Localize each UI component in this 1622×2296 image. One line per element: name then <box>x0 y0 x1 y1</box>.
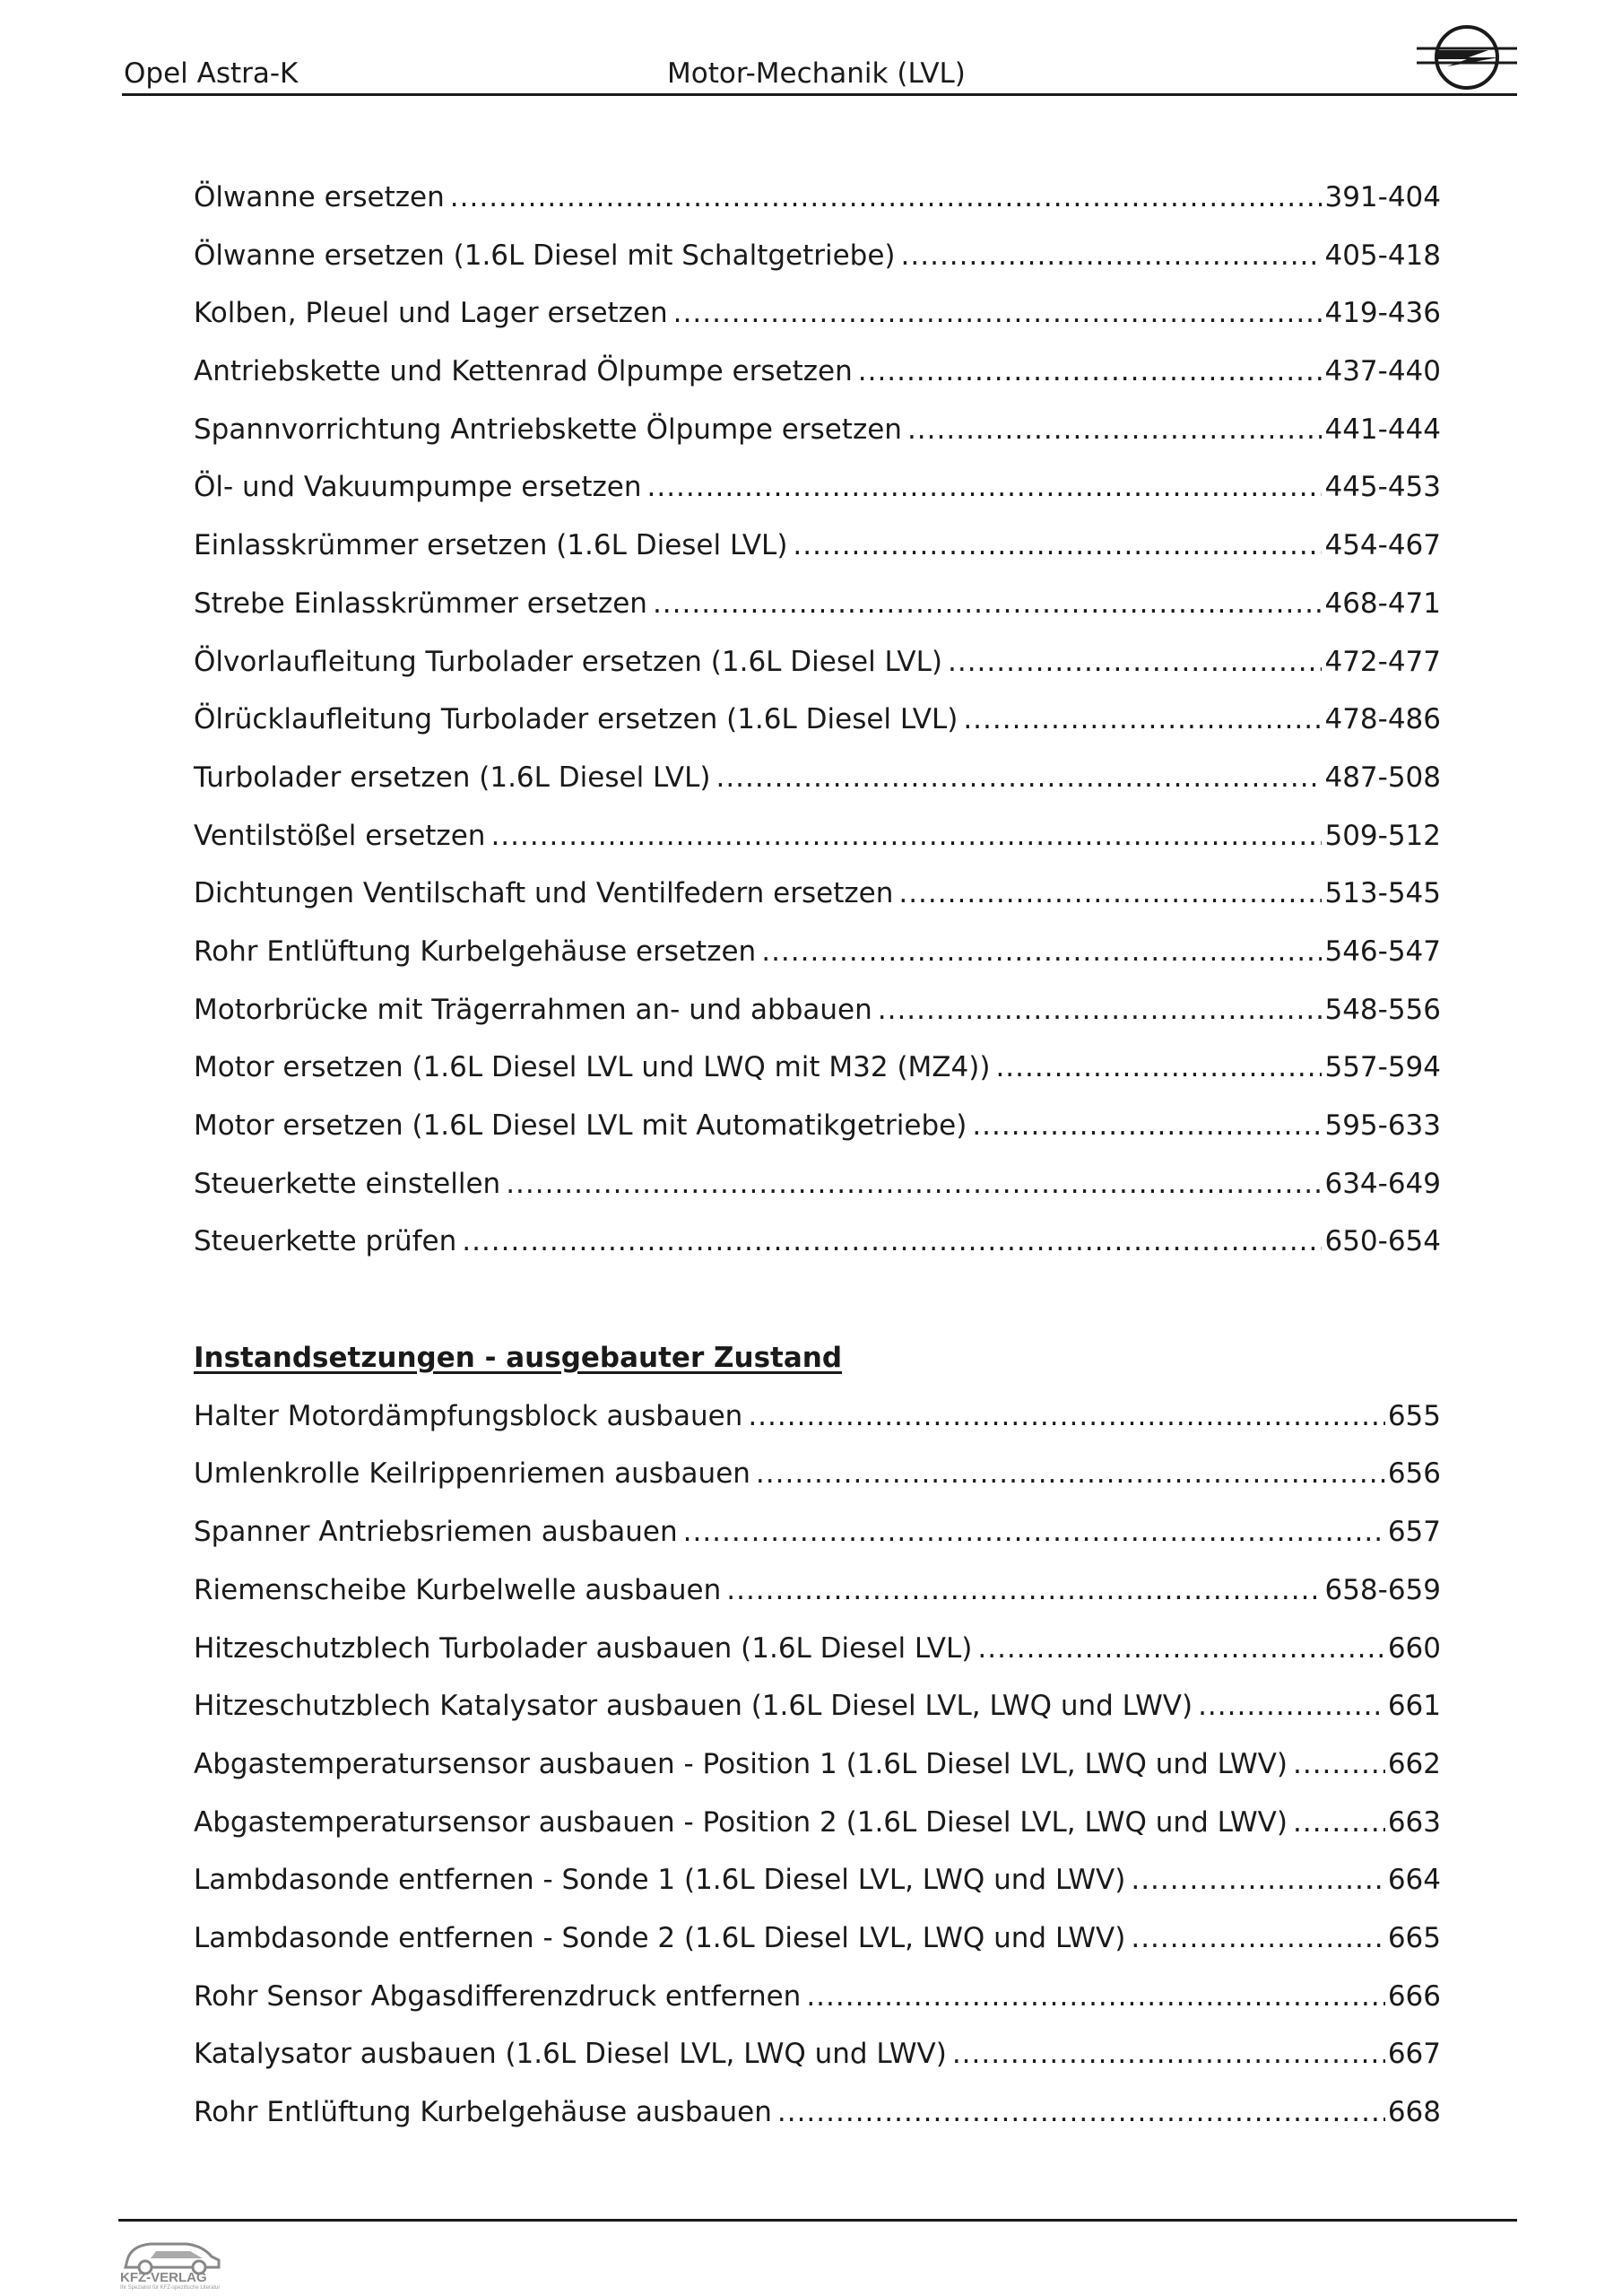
dot-leader <box>1198 1690 1385 1722</box>
publisher-tagline: Ihr Spezialist für KFZ-spezifische Literatur <box>120 2285 221 2291</box>
toc-entry <box>194 2038 1441 2096</box>
toc-entry-label: Umlenkrolle Keilrippenriemen ausbauen <box>194 1457 750 1491</box>
toc-entry-label: Ventilstößel ersetzen <box>194 819 486 852</box>
toc-entry-label: Antriebskette und Kettenrad Ölpumpe ersetzen <box>194 355 853 388</box>
dot-leader <box>806 1980 1385 2013</box>
toc-entry-pages: 655 <box>1387 1399 1441 1432</box>
toc-entry-pages: 478-486 <box>1324 703 1441 736</box>
toc-entry-label: Katalysator ausbauen (1.6L Diesel LVL, LWQ und LWV) <box>194 2038 947 2071</box>
toc-entry-pages: 650-654 <box>1324 1225 1441 1258</box>
toc-entry-pages: 663 <box>1387 1805 1441 1839</box>
dot-leader <box>901 239 1323 272</box>
dot-leader <box>646 471 1322 503</box>
dot-leader <box>490 820 1322 852</box>
toc-entry <box>194 761 1441 820</box>
dot-leader <box>716 761 1322 794</box>
toc-entry-pages: 437-440 <box>1324 355 1441 388</box>
toc-entry <box>194 935 1441 994</box>
toc-entry-label: Hitzeschutzblech Katalysator ausbauen (1.6L Diesel LVL, LWQ und LWV) <box>194 1690 1193 1723</box>
toc-entry-pages: 513-545 <box>1324 877 1441 910</box>
dot-leader <box>761 935 1322 968</box>
toc-entry-label: Hitzeschutzblech Turbolader ausbauen (1.6L Diesel LVL) <box>194 1631 973 1665</box>
publisher-logo-text: KFZ-VERLAG <box>120 2270 207 2285</box>
dot-leader <box>878 994 1323 1026</box>
toc-entry-pages: 419-436 <box>1324 297 1441 330</box>
toc-entry <box>194 1516 1441 1574</box>
toc-entry-pages: 472-477 <box>1324 645 1441 678</box>
toc-entry <box>194 471 1441 529</box>
dot-leader <box>963 703 1322 735</box>
footer-rule <box>118 2219 1517 2222</box>
toc-entry-label: Abgastemperatursensor ausbauen - Position 1 (1.6L Diesel LVL, LWQ und LWV) <box>194 1747 1288 1780</box>
dot-leader <box>1293 1748 1385 1780</box>
table-of-contents <box>194 181 1441 2154</box>
toc-entry-pages: 548-556 <box>1324 993 1441 1026</box>
toc-entry-label: Motor ersetzen (1.6L Diesel LVL und LWQ mit M32 (MZ4)) <box>194 1051 991 1084</box>
dot-leader <box>1131 1922 1384 1954</box>
dot-leader <box>995 1051 1322 1083</box>
toc-entry <box>194 703 1441 761</box>
toc-entry-pages: 487-508 <box>1324 761 1441 794</box>
toc-list-b <box>194 1400 1441 2154</box>
toc-entry-label: Rohr Entlüftung Kurbelgehäuse ersetzen <box>194 935 757 968</box>
dot-leader <box>1293 1806 1385 1839</box>
header-title: Motor-Mechanik (LVL) <box>667 57 966 90</box>
toc-entry <box>194 413 1441 472</box>
toc-entry-pages: 660 <box>1387 1631 1441 1665</box>
toc-entry-pages: 657 <box>1387 1516 1441 1549</box>
toc-entry-pages: 595-633 <box>1324 1109 1441 1142</box>
dot-leader <box>948 646 1322 678</box>
toc-entry <box>194 355 1441 413</box>
toc-entry-pages: 658-659 <box>1324 1573 1441 1606</box>
toc-entry <box>194 1168 1441 1226</box>
toc-entry-pages: 468-471 <box>1324 587 1441 620</box>
toc-entry-label: Turbolader ersetzen (1.6L Diesel LVL) <box>194 761 711 794</box>
opel-blitz-logo-icon <box>1415 22 1519 93</box>
dot-leader <box>793 529 1322 561</box>
header-rule <box>122 93 1517 96</box>
toc-entry-label: Kolben, Pleuel und Lager ersetzen <box>194 297 668 330</box>
toc-entry <box>194 529 1441 587</box>
toc-entry <box>194 587 1441 646</box>
toc-entry-label: Abgastemperatursensor ausbauen - Position 2 (1.6L Diesel LVL, LWQ und LWV) <box>194 1805 1288 1839</box>
dot-leader <box>683 1516 1385 1548</box>
toc-entry <box>194 1400 1441 1458</box>
toc-entry <box>194 1632 1441 1691</box>
toc-entry-pages: 667 <box>1387 2038 1441 2071</box>
toc-entry <box>194 1806 1441 1865</box>
dot-leader <box>726 1574 1322 1606</box>
toc-entry-pages: 665 <box>1387 1921 1441 1954</box>
dot-leader <box>756 1457 1385 1490</box>
toc-entry-pages: 666 <box>1387 1979 1441 2013</box>
page-footer <box>118 2215 1517 2296</box>
toc-entry-pages: 454-467 <box>1324 529 1441 562</box>
toc-entry <box>194 646 1441 704</box>
toc-entry-label: Spannvorrichtung Antriebskette Ölpumpe ersetzen <box>194 413 902 446</box>
toc-entry-label: Motorbrücke mit Trägerrahmen an- und abbauen <box>194 993 872 1026</box>
toc-entry-label: Ölwanne ersetzen (1.6L Diesel mit Schaltgetriebe) <box>194 239 896 272</box>
toc-entry-label: Rohr Sensor Abgasdifferenzdruck entfernen <box>194 1979 802 2013</box>
header-brand: Opel Astra-K <box>124 57 299 90</box>
toc-entry-pages: 557-594 <box>1324 1051 1441 1084</box>
toc-entry-label: Öl- und Vakuumpumpe ersetzen <box>194 471 642 504</box>
toc-entry-label: Steuerkette einstellen <box>194 1167 501 1200</box>
toc-entry-label: Rohr Entlüftung Kurbelgehäuse ausbauen <box>194 2096 772 2128</box>
toc-entry <box>194 1980 1441 2039</box>
dot-leader <box>952 2038 1385 2070</box>
dot-leader <box>972 1109 1322 1142</box>
toc-entry <box>194 1225 1441 1283</box>
toc-entry-label: Ölrücklaufleitung Turbolader ersetzen (1.6L Diesel LVL) <box>194 703 958 736</box>
toc-entry-label: Ölvorlaufleitung Turbolader ersetzen (1.6L Diesel LVL) <box>194 645 942 678</box>
toc-entry-label: Spanner Antriebsriemen ausbauen <box>194 1516 678 1549</box>
toc-entry-label: Einlasskrümmer ersetzen (1.6L Diesel LVL) <box>194 529 788 562</box>
section-gap <box>194 1283 1441 1342</box>
section-heading <box>194 1342 1441 1400</box>
toc-entry <box>194 1748 1441 1806</box>
dot-leader <box>858 355 1323 387</box>
toc-entry-label: Riemenscheibe Kurbelwelle ausbauen <box>194 1573 722 1606</box>
toc-entry <box>194 820 1441 878</box>
toc-list-a <box>194 181 1441 1283</box>
kfz-verlag-car-logo-icon <box>115 2233 231 2291</box>
toc-entry <box>194 297 1441 355</box>
toc-entry-label: Halter Motordämpfungsblock ausbauen <box>194 1399 743 1432</box>
toc-entry <box>194 877 1441 935</box>
toc-entry-label: Strebe Einlasskrümmer ersetzen <box>194 587 647 620</box>
section-heading-text: Instandsetzungen - ausgebauter Zustand <box>194 1342 843 1375</box>
toc-entry <box>194 1109 1441 1168</box>
toc-entry-pages: 664 <box>1387 1864 1441 1897</box>
toc-entry-pages: 634-649 <box>1324 1167 1441 1200</box>
toc-entry-pages: 661 <box>1387 1690 1441 1723</box>
toc-entry <box>194 1864 1441 1922</box>
dot-leader <box>462 1225 1322 1257</box>
toc-entry-label: Dichtungen Ventilschaft und Ventilfedern ersetzen <box>194 877 894 910</box>
toc-entry-pages: 662 <box>1387 1747 1441 1780</box>
dot-leader <box>777 2096 1385 2128</box>
dot-leader <box>898 877 1322 909</box>
dot-leader <box>1131 1864 1384 1896</box>
toc-entry-pages: 509-512 <box>1324 819 1441 852</box>
dot-leader <box>653 587 1323 620</box>
toc-entry <box>194 994 1441 1052</box>
toc-entry <box>194 1574 1441 1632</box>
toc-entry <box>194 1457 1441 1516</box>
toc-entry <box>194 1922 1441 1980</box>
toc-entry-pages: 656 <box>1387 1457 1441 1491</box>
dot-leader <box>748 1400 1385 1432</box>
toc-entry-pages: 405-418 <box>1324 239 1441 272</box>
dot-leader <box>450 181 1323 213</box>
toc-entry-label: Lambdasonde entfernen - Sonde 1 (1.6L Diesel LVL, LWQ und LWV) <box>194 1864 1126 1897</box>
dot-leader <box>673 297 1323 329</box>
toc-entry <box>194 239 1441 298</box>
dot-leader <box>506 1168 1322 1200</box>
toc-entry-pages: 668 <box>1387 2096 1441 2128</box>
toc-entry <box>194 181 1441 239</box>
dot-leader <box>977 1632 1384 1665</box>
page-header <box>122 0 1517 97</box>
toc-entry-label: Ölwanne ersetzen <box>194 181 445 213</box>
toc-entry-pages: 441-444 <box>1324 413 1441 446</box>
toc-entry-label: Motor ersetzen (1.6L Diesel LVL mit Automatikgetriebe) <box>194 1109 967 1142</box>
toc-entry <box>194 2096 1441 2154</box>
toc-entry <box>194 1690 1441 1748</box>
toc-entry-pages: 391-404 <box>1324 181 1441 213</box>
toc-entry-pages: 445-453 <box>1324 471 1441 504</box>
toc-entry-pages: 546-547 <box>1324 935 1441 968</box>
toc-entry-label: Steuerkette prüfen <box>194 1225 457 1258</box>
toc-entry <box>194 1051 1441 1109</box>
dot-leader <box>907 413 1323 446</box>
toc-entry-label: Lambdasonde entfernen - Sonde 2 (1.6L Diesel LVL, LWQ und LWV) <box>194 1921 1126 1954</box>
